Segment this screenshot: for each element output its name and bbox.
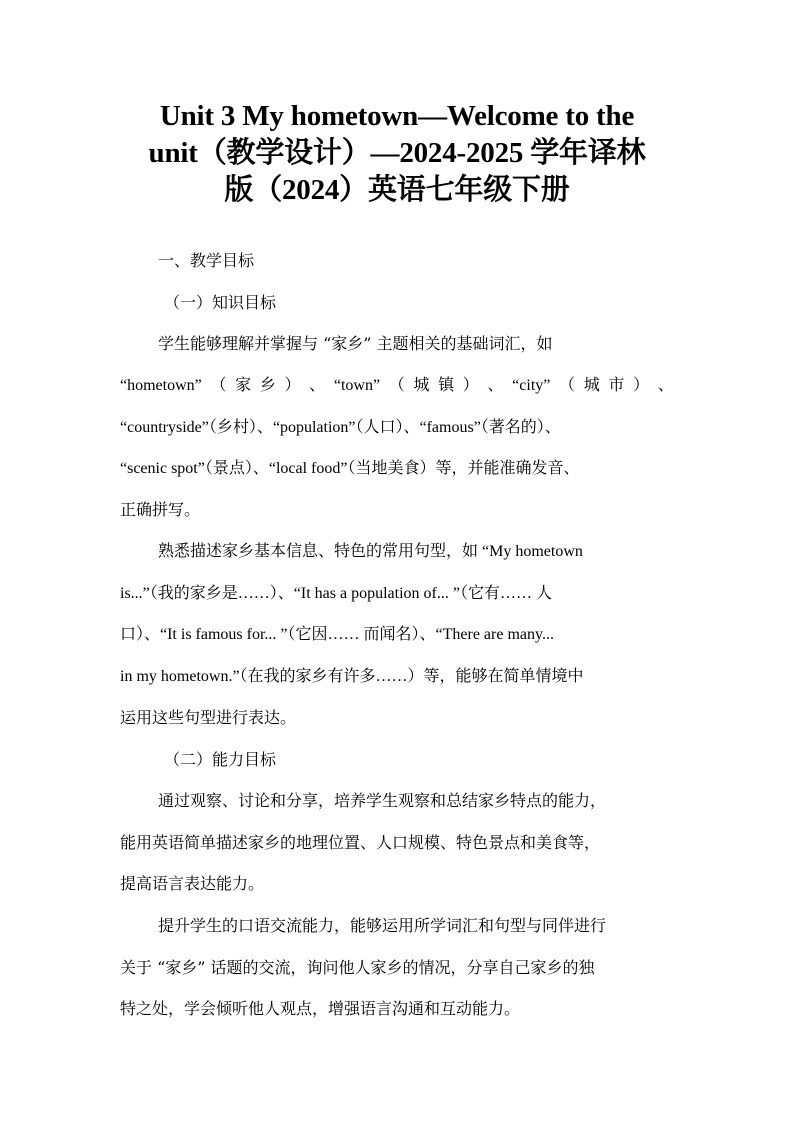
paragraph-3-line-1: 通过观察、讨论和分享，培养学生观察和总结家乡特点的能力， bbox=[158, 791, 607, 810]
title-line-1: Unit 3 My hometown—Welcome to the bbox=[159, 100, 635, 132]
paragraph-4-line-1: 提升学生的口语交流能力，能够运用所学词汇和句型与同伴进行 bbox=[158, 916, 607, 935]
paragraph-1-line-1: 学生能够理解并掌握与 “家乡” 主题相关的基础词汇，如 bbox=[158, 334, 553, 353]
subsection-heading-ability: （二）能力目标 bbox=[164, 750, 277, 769]
paragraph-4-line-2: 关于 “家乡” 话题的交流，询问他人家乡的情况，分享自己家乡的独 bbox=[120, 958, 595, 977]
paragraph-1-line-5: 正确拼写。 bbox=[120, 500, 201, 519]
section-heading-teaching-objectives: 一、教学目标 bbox=[158, 251, 255, 270]
paragraph-3-line-3: 提高语言表达能力。 bbox=[120, 874, 265, 893]
paragraph-1-line-3: “countryside”（乡村）、“population”（人口）、“famous”（著名的）、 bbox=[120, 419, 561, 436]
subsection-heading-knowledge: （一）知识目标 bbox=[164, 293, 277, 312]
document-title bbox=[110, 98, 684, 209]
paragraph-2-line-3: 口）、“It is famous for... ”（它因…… 而闻名）、“There are many... bbox=[120, 626, 554, 643]
title-line-2: unit（教学设计）—2024-2025 学年译林 bbox=[148, 137, 646, 169]
paragraph-2-line-1: 熟悉描述家乡基本信息、特色的常用句型，如 “My hometown bbox=[158, 543, 583, 560]
paragraph-4-line-3: 特之处，学会倾听他人观点，增强语言沟通和互动能力。 bbox=[120, 999, 521, 1018]
paragraph-1-line-2: “hometown” （ 家 乡 ） 、 “town” （ 城 镇 ） 、 “city” （ 城 市 ） 、 bbox=[120, 377, 674, 394]
title-line-3: 版（2024）英语七年级下册 bbox=[224, 174, 570, 206]
paragraph-1-line-4: “scenic spot”（景点）、“local food”（当地美食）等，并能准确发音、 bbox=[120, 460, 580, 477]
paragraph-2-line-2: is...”（我的家乡是……）、“It has a population of... ”（它有…… 人 bbox=[120, 585, 552, 602]
paragraph-2-line-5: 运用这些句型进行表达。 bbox=[120, 708, 297, 727]
paragraph-2-line-4: in my hometown.”（在我的家乡有许多……）等，能够在简单情境中 bbox=[120, 668, 584, 685]
paragraph-3-line-2: 能用英语简单描述家乡的地理位置、人口规模、特色景点和美食等， bbox=[120, 833, 601, 852]
